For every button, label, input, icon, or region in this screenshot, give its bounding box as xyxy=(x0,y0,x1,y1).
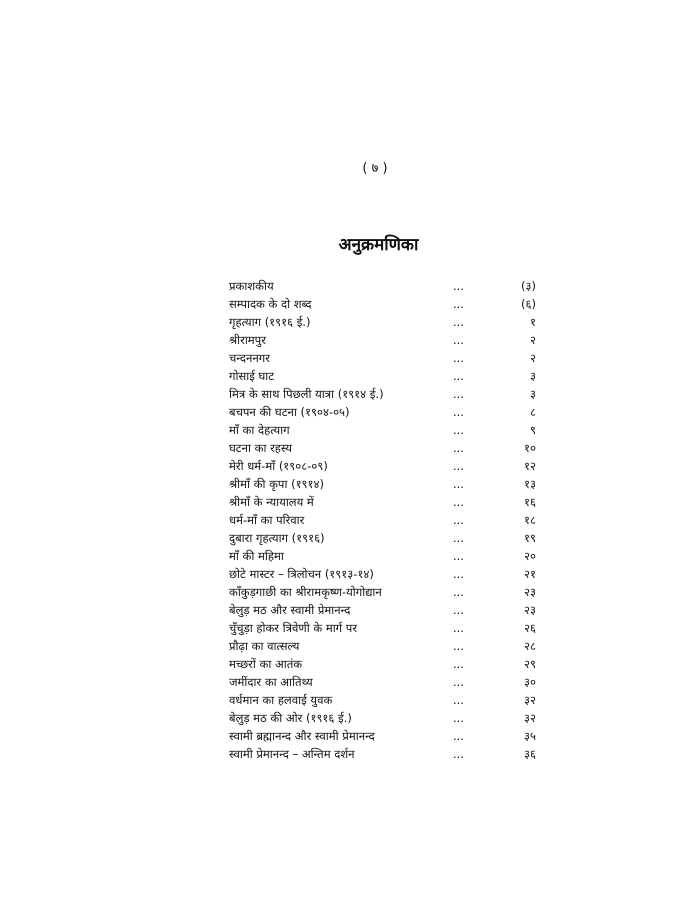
toc-entry-title: चन्दननगर xyxy=(229,351,270,365)
toc-entry xyxy=(229,673,538,691)
toc-entry xyxy=(229,331,538,349)
toc-entry-title: स्वामी ब्रह्मानन्द और स्वामी प्रेमानन्द xyxy=(229,729,375,743)
toc-entry-page-number: १ xyxy=(530,315,536,329)
toc-entry-title: श्रीमाँ के न्यायालय में xyxy=(229,495,314,509)
toc-entry-title: जमींदार का आतिथ्य xyxy=(229,675,313,689)
toc-entry-page-number: १६ xyxy=(524,495,536,509)
toc-entry-page-number: ३६ xyxy=(524,747,536,761)
toc-entry xyxy=(229,619,538,637)
toc-entry xyxy=(229,421,538,439)
toc-entry-title: श्रीमाँ की कृपा (१९१४) xyxy=(229,477,324,491)
toc-entry xyxy=(229,511,538,529)
toc-entry-title: श्रीरामपुर xyxy=(229,333,266,347)
toc-entry-page-number: १९ xyxy=(524,531,536,545)
toc-entry xyxy=(229,691,538,709)
toc-entry-page-number: (६) xyxy=(521,297,536,311)
toc-leader-dots: ... xyxy=(453,459,464,473)
toc-entry-title: स्वामी प्रेमानन्द – अन्तिम दर्शन xyxy=(229,747,355,761)
toc-leader-dots: ... xyxy=(453,747,464,761)
toc-entry xyxy=(229,655,538,673)
toc-entry-page-number: २१ xyxy=(524,567,536,581)
toc-leader-dots: ... xyxy=(453,279,464,293)
toc-entry-page-number: ३२ xyxy=(524,711,536,725)
toc-leader-dots: ... xyxy=(453,549,464,563)
toc-entry-page-number: ९ xyxy=(530,423,536,437)
toc-entry-title: माँ का देहत्याग xyxy=(229,423,290,437)
toc-leader-dots: ... xyxy=(453,603,464,617)
toc-entry xyxy=(229,439,538,457)
toc-leader-dots: ... xyxy=(453,387,464,401)
toc-entry-title: गोसाई घाट xyxy=(229,369,275,383)
toc-leader-dots: ... xyxy=(453,351,464,365)
toc-entry xyxy=(229,493,538,511)
toc-entry-title: बेलुड़ मठ की ओर (१९१६ ई.) xyxy=(229,711,352,725)
toc-entry-title: मित्र के साथ पिछली यात्रा (१९१४ ई.) xyxy=(229,387,384,401)
toc-entry xyxy=(229,367,538,385)
toc-entry-title: बचपन की घटना (१९०४-०५) xyxy=(229,405,350,419)
toc-entry-title: काँकुड़गाछी का श्रीरामकृष्ण-योगोद्यान xyxy=(229,585,382,599)
toc-leader-dots: ... xyxy=(453,531,464,545)
toc-leader-dots: ... xyxy=(453,333,464,347)
toc-entry xyxy=(229,475,538,493)
toc-entry-title: माँ की महिमा xyxy=(229,549,284,563)
toc-entry-title: चुँचुड़ा होकर त्रिवेणी के मार्ग पर xyxy=(229,621,358,635)
toc-entry-page-number: २६ xyxy=(524,621,536,635)
toc-leader-dots: ... xyxy=(453,711,464,725)
toc-entry xyxy=(229,403,538,421)
toc-leader-dots: ... xyxy=(453,621,464,635)
toc-leader-dots: ... xyxy=(453,513,464,527)
toc-leader-dots: ... xyxy=(453,369,464,383)
toc-entry-page-number: १० xyxy=(524,441,536,455)
toc-entry-page-number: २३ xyxy=(524,585,536,599)
toc-entry-page-number: २८ xyxy=(524,639,536,653)
toc-entry-title: बेलुड़ मठ और स्वामी प्रेमानन्द xyxy=(229,603,351,617)
toc-entry-title: वर्धमान का हलवाई युवक xyxy=(229,693,333,707)
toc-entry xyxy=(229,709,538,727)
toc-entry xyxy=(229,583,538,601)
page-number: ( ७ ) xyxy=(362,161,388,176)
toc-entry-page-number: ३ xyxy=(530,387,536,401)
toc-entry-page-number: १८ xyxy=(524,513,536,527)
toc-leader-dots: ... xyxy=(453,639,464,653)
toc-entry xyxy=(229,565,538,583)
toc-entry-page-number: १२ xyxy=(524,459,536,473)
toc-entry xyxy=(229,349,538,367)
toc-entry-page-number: ३० xyxy=(524,675,536,689)
toc-entry-title: गृहत्याग (१९१६ ई.) xyxy=(229,315,311,329)
toc-entry-page-number: ३५ xyxy=(524,729,536,743)
toc-leader-dots: ... xyxy=(453,585,464,599)
toc-entry-page-number: १३ xyxy=(524,477,536,491)
toc-entry-title: प्रौढ़ा का वात्सल्य xyxy=(229,639,300,653)
table-of-contents xyxy=(229,277,538,763)
toc-leader-dots: ... xyxy=(453,495,464,509)
toc-entry xyxy=(229,637,538,655)
toc-entry xyxy=(229,529,538,547)
toc-entry xyxy=(229,457,538,475)
toc-entry-page-number: ३२ xyxy=(524,693,536,707)
toc-entry-page-number: २० xyxy=(524,549,536,563)
toc-entry-title: प्रकाशकीय xyxy=(229,279,274,293)
toc-entry xyxy=(229,727,538,745)
toc-entry-page-number: २ xyxy=(530,351,536,365)
toc-title: अनुक्रमणिका xyxy=(338,235,419,255)
toc-entry xyxy=(229,277,538,295)
toc-entry xyxy=(229,385,538,403)
toc-entry xyxy=(229,295,538,313)
toc-entry-title: सम्पादक के दो शब्द xyxy=(229,297,312,311)
toc-leader-dots: ... xyxy=(453,693,464,707)
toc-leader-dots: ... xyxy=(453,567,464,581)
toc-leader-dots: ... xyxy=(453,441,464,455)
toc-entry-page-number: २ xyxy=(530,333,536,347)
toc-entry-title: मेरी धर्म-माँ (१९०८-०९) xyxy=(229,459,328,473)
toc-entry-page-number: २३ xyxy=(524,603,536,617)
toc-entry xyxy=(229,547,538,565)
toc-leader-dots: ... xyxy=(453,405,464,419)
toc-entry xyxy=(229,601,538,619)
toc-leader-dots: ... xyxy=(453,423,464,437)
toc-entry xyxy=(229,745,538,763)
toc-leader-dots: ... xyxy=(453,297,464,311)
toc-entry-page-number: (३) xyxy=(521,279,536,293)
toc-entry-title: छोटे मास्टर – त्रिलोचन (१९१३-१४) xyxy=(229,567,374,581)
toc-leader-dots: ... xyxy=(453,315,464,329)
toc-entry-title: मच्छरों का आतंक xyxy=(229,657,303,671)
toc-entry-page-number: ८ xyxy=(530,405,536,419)
toc-leader-dots: ... xyxy=(453,477,464,491)
toc-entry-page-number: ३ xyxy=(530,369,536,383)
toc-leader-dots: ... xyxy=(453,729,464,743)
toc-entry xyxy=(229,313,538,331)
toc-leader-dots: ... xyxy=(453,675,464,689)
toc-entry-title: धर्म-माँ का परिवार xyxy=(229,513,305,527)
toc-entry-title: घटना का रहस्य xyxy=(229,441,293,455)
toc-entry-title: दुबारा गृहत्याग (१९१६) xyxy=(229,531,325,545)
toc-entry-page-number: २९ xyxy=(524,657,536,671)
toc-leader-dots: ... xyxy=(453,657,464,671)
